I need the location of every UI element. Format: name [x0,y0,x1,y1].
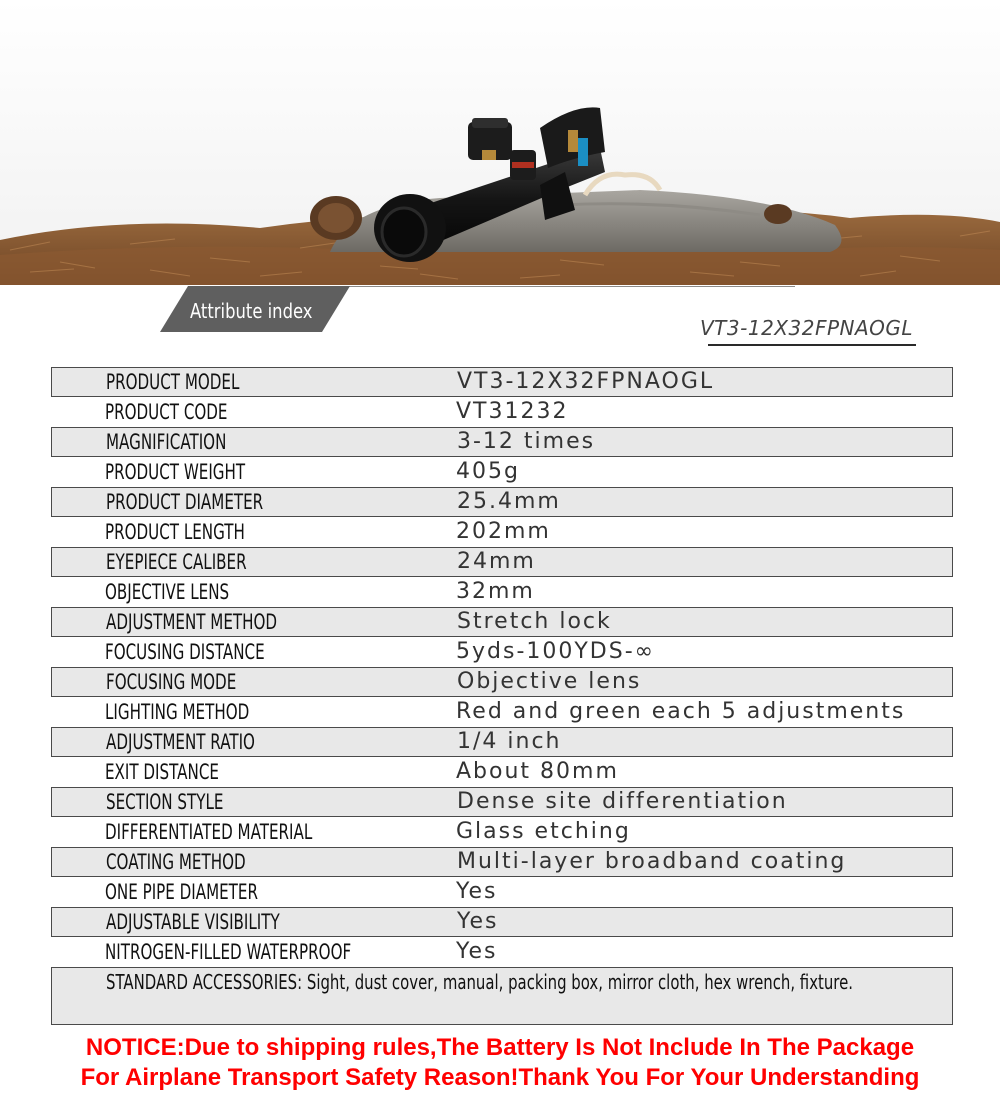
table-row [51,907,953,937]
spec-value: Multi-layer broadband coating [457,849,847,874]
table-row [51,757,953,787]
spec-label: ADJUSTMENT METHOD [106,610,278,634]
table-row [51,367,953,397]
spec-label: PRODUCT DIAMETER [106,490,264,514]
spec-value: 202mm [456,519,551,544]
spec-label: MAGNIFICATION [106,430,227,454]
notice-line-1: NOTICE:Due to shipping rules,The Battery Is Not Include In The Package [85,1034,915,1061]
spec-value: Yes [456,939,498,964]
spec-value: 25.4mm [457,489,561,514]
table-row [51,547,953,577]
table-row [51,457,953,487]
product-photo [0,0,1000,285]
spec-label: EXIT DISTANCE [105,760,219,784]
table-row [51,697,953,727]
model-caption: VT3-12X32FPNAOGL [700,316,914,340]
spec-label: LIGHTING METHOD [105,700,250,724]
table-row [51,877,953,907]
table-row [51,787,953,817]
spec-table [51,367,953,1025]
spec-value: Stretch lock [457,609,612,634]
accessories-text: STANDARD ACCESSORIES: Sight, dust cover, manual, packing box, mirror cloth, hex wrench, fixture. [106,970,854,994]
spec-label: FOCUSING MODE [106,670,237,694]
notice-line-2: For Airplane Transport Safety Reason!Thank You For Your Understanding [80,1064,920,1091]
accessories-row [51,967,953,1025]
table-row [51,607,953,637]
spec-label: PRODUCT CODE [105,400,228,424]
spec-value: Yes [457,909,499,934]
spec-label: EYEPIECE CALIBER [106,550,247,574]
table-row [51,397,953,427]
table-row [51,667,953,697]
spec-value: 1/4 inch [457,729,562,754]
spec-value: Red and green each 5 adjustments [456,699,906,724]
table-row [51,577,953,607]
spec-value: 5yds-100YDS-∞ [456,639,655,664]
spec-label: ADJUSTMENT RATIO [106,730,255,754]
table-row [51,517,953,547]
spec-value: Objective lens [457,669,642,694]
spec-label: PRODUCT MODEL [106,370,240,394]
spec-label: ADJUSTABLE VISIBILITY [106,910,280,934]
spec-value: Glass etching [456,819,631,844]
spec-label: ONE PIPE DIAMETER [105,880,258,904]
spec-value: VT3-12X32FPNAOGL [457,369,715,394]
table-row [51,847,953,877]
model-caption-underline [708,344,916,346]
spec-label: SECTION STYLE [106,790,224,814]
spec-value: VT31232 [456,399,569,424]
spec-label: PRODUCT LENGTH [105,520,245,544]
spec-label: OBJECTIVE LENS [105,580,230,604]
spec-value: About 80mm [456,759,619,784]
header-rule [340,286,795,287]
table-row [51,817,953,847]
spec-value: 405g [456,459,520,484]
spec-label: COATING METHOD [106,850,246,874]
spec-value: Dense site differentiation [457,789,788,814]
spec-value: 32mm [456,579,535,604]
spec-label: FOCUSING DISTANCE [105,640,265,664]
table-row [51,727,953,757]
spec-label: DIFFERENTIATED MATERIAL [105,820,313,844]
table-row [51,487,953,517]
spec-label: PRODUCT WEIGHT [105,460,246,484]
spec-value: 24mm [457,549,536,574]
table-row [51,427,953,457]
spec-value: Yes [456,879,498,904]
table-row [51,637,953,667]
attribute-tab-label: Attribute index [190,299,313,323]
spec-value: 3-12 times [457,429,596,454]
spec-label: NITROGEN-FILLED WATERPROOF [105,940,352,964]
table-row [51,937,953,967]
